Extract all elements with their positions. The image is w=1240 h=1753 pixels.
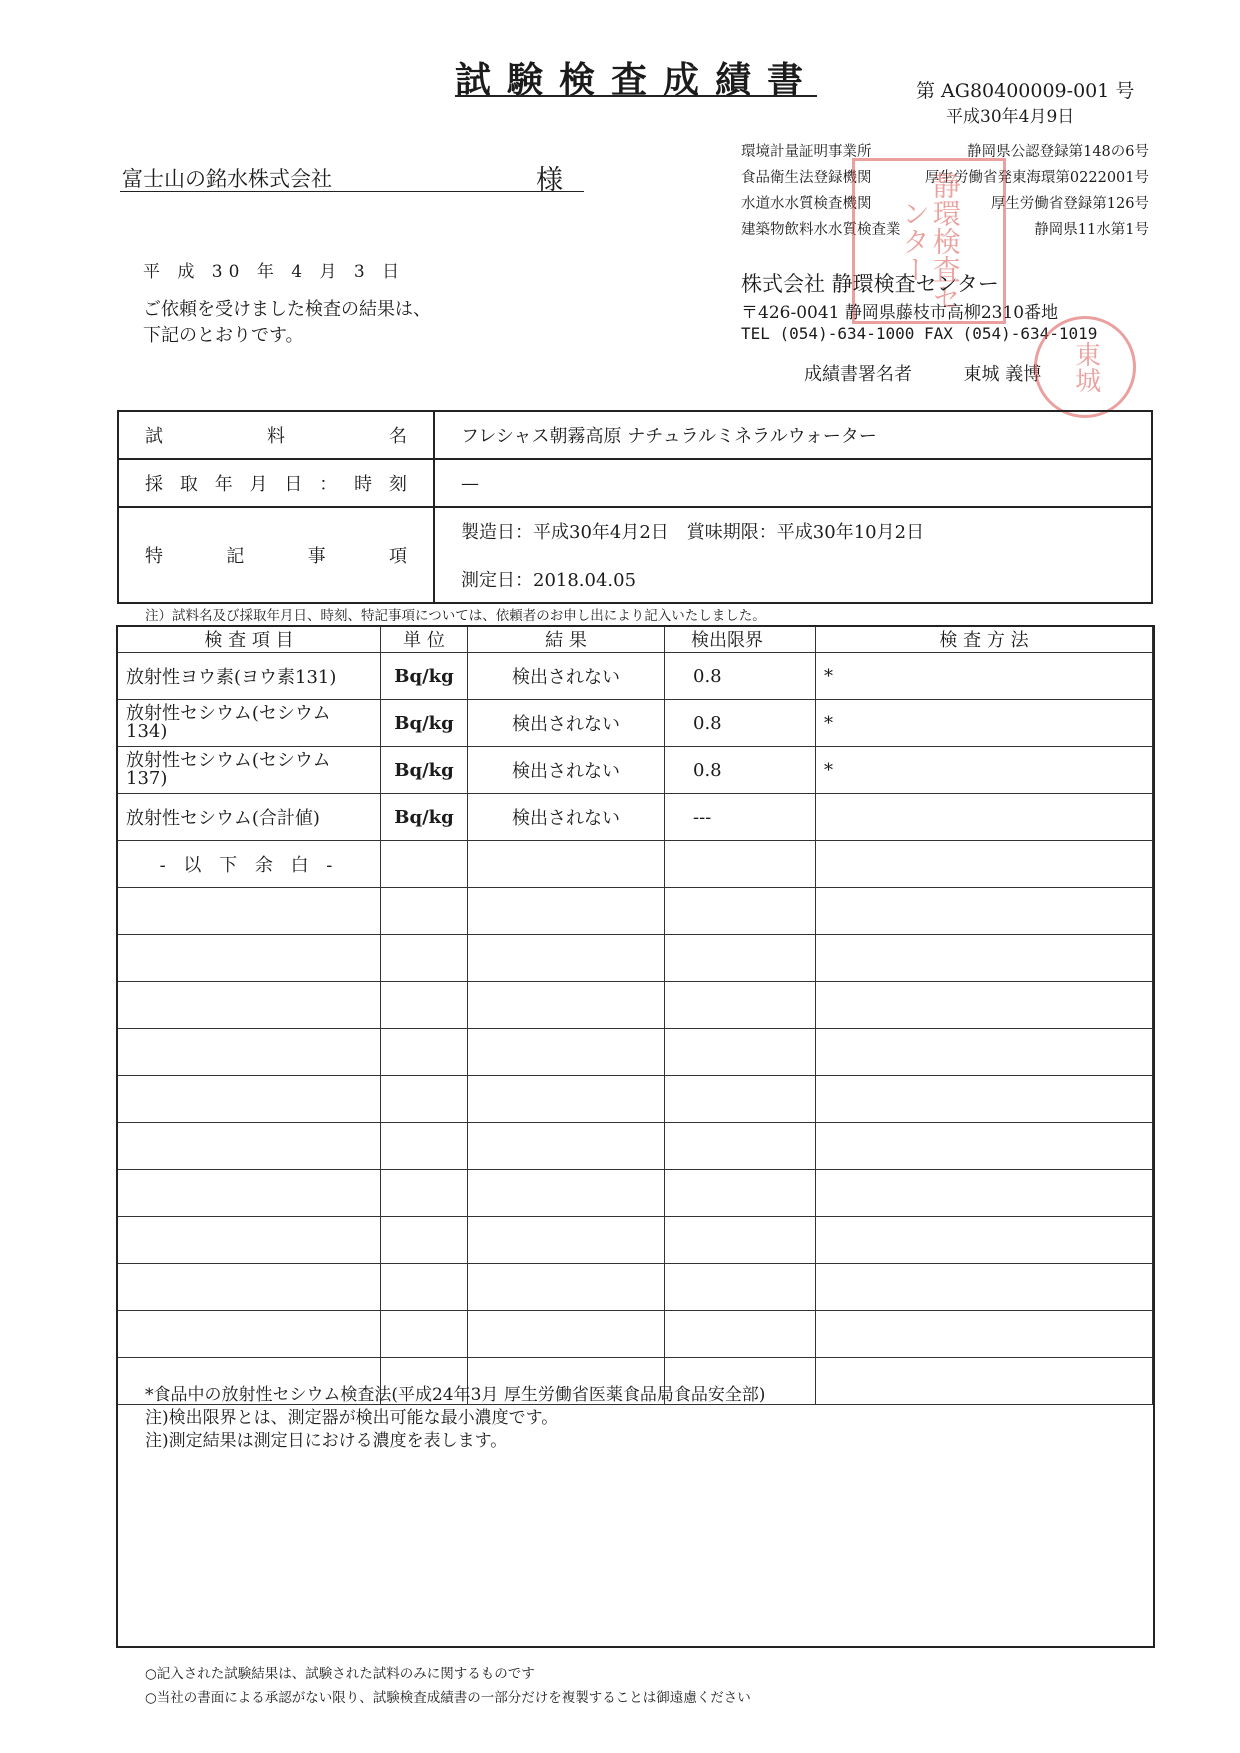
registration-label: 食品衛生法登録機関 [741, 170, 872, 186]
signer-seal-stamp: 東城 [1034, 316, 1136, 418]
result-method: * [816, 747, 1153, 794]
result-method: * [816, 700, 1153, 747]
result-item: 放射性セシウム(セシウム134) [118, 700, 381, 747]
empty-row [118, 1170, 1153, 1217]
issue-date: 平成30年4月9日 [946, 107, 1075, 127]
company-address: 〒426-0041 静岡県藤枝市高柳2310番地 [741, 303, 1059, 323]
signer-line [804, 360, 1041, 386]
table-row [118, 653, 1153, 700]
recipient-underline [120, 191, 584, 192]
result-method: * [816, 653, 1153, 700]
signer-name: 東城 義博 [963, 364, 1042, 385]
collection-label: 採 取 年 月 日 ： 時 刻 [118, 459, 434, 507]
special-notes-label: 特 記 事 項 [118, 507, 434, 603]
result-unit: Bq/kg [381, 747, 468, 794]
header-result: 結 果 [468, 626, 665, 653]
result-item: 放射性ヨウ素(ヨウ素131) [118, 653, 381, 700]
collection-row [118, 459, 1152, 507]
header-limit: 検出限界 [665, 626, 816, 653]
result-value: 検出されない [468, 747, 665, 794]
title-underline [455, 95, 817, 97]
recipient-name: 富士山の銘水株式会社 [122, 167, 332, 191]
sample-info-table [117, 410, 1153, 604]
empty-row [118, 888, 1153, 935]
request-text-line2: 下記のとおりです。 [143, 325, 304, 346]
empty-row [118, 935, 1153, 982]
result-unit: Bq/kg [381, 794, 468, 841]
collection-value: — [434, 459, 1152, 507]
table-row [118, 841, 1153, 888]
footnote-method: *食品中の放射性セシウム検査法(平成24年3月 厚生労働省医薬食品局食品安全部) [145, 1385, 766, 1405]
recipient-honorific: 様 [536, 165, 563, 196]
empty-row [118, 1311, 1153, 1358]
empty-row [118, 1076, 1153, 1123]
result-limit: 0.8 [665, 700, 816, 747]
company-tel-fax: TEL (054)-634-1000 FAX (054)-634-1019 [741, 324, 1098, 343]
result-value: 検出されない [468, 653, 665, 700]
request-date: 平 成 30 年 4 月 3 日 [143, 262, 406, 282]
result-unit: Bq/kg [381, 653, 468, 700]
end-of-entries-marker: - 以 下 余 白 - [118, 841, 381, 888]
table-row [118, 700, 1153, 747]
result-limit: 0.8 [665, 747, 816, 794]
table-row [118, 794, 1153, 841]
header-unit: 単 位 [381, 626, 468, 653]
bottom-note-scope: ○記入された試験結果は、試験された試料のみに関するものです [145, 1666, 535, 1682]
result-limit: 0.8 [665, 653, 816, 700]
registration-label: 水道水水質検査機関 [741, 196, 872, 212]
registration-value: 厚生労働省登録第126号 [990, 196, 1149, 212]
special-notes-row [118, 507, 1152, 603]
empty-row [118, 1264, 1153, 1311]
sample-name-value: フレシャス朝霧高原 ナチュラルミネラルウォーター [434, 411, 1152, 459]
document-number: 第 AG80400009-001 号 [916, 80, 1135, 102]
signer-label: 成績書署名者 [804, 364, 912, 385]
company-name: 株式会社 静環検査センター [741, 272, 999, 296]
empty-row [118, 1029, 1153, 1076]
result-item: 放射性セシウム(セシウム137) [118, 747, 381, 794]
sample-name-row [118, 411, 1152, 459]
empty-row [118, 1217, 1153, 1264]
registration-value: 静岡県11水第1号 [1034, 222, 1149, 238]
request-note: 注）試料名及び採取年月日、時刻、特記事項については、依頼者のお申し出により記入いたしました。 [145, 608, 766, 624]
registration-label: 建築物飲料水水質検査業 [741, 222, 901, 238]
registration-label: 環境計量証明事業所 [741, 144, 872, 160]
header-method: 検 査 方 法 [816, 626, 1153, 653]
special-notes-line1: 製造日：平成30年4月2日 賞味期限：平成30年10月2日 [461, 522, 925, 543]
footnote-limit: 注)検出限界とは、測定器が検出可能な最小濃度です。 [145, 1408, 559, 1428]
result-item: 放射性セシウム(合計値) [118, 794, 381, 841]
empty-row [118, 1123, 1153, 1170]
result-method [816, 794, 1153, 841]
document-title: 試験検査成績書 [455, 59, 820, 101]
footnote-measurement: 注)測定結果は測定日における濃度を表します。 [145, 1431, 508, 1451]
special-notes-line2: 測定日：2018.04.05 [461, 570, 637, 591]
registration-value: 厚生労働省発東海環第0222001号 [924, 170, 1149, 186]
results-header-row [118, 626, 1153, 653]
result-value: 検出されない [468, 794, 665, 841]
request-text-line1: ご依頼を受けました検査の結果は、 [143, 299, 431, 320]
special-notes-value [434, 507, 1152, 603]
company-seal-stamp: 静環検査センター [852, 158, 1006, 324]
bottom-note-copy: ○当社の書面による承認がない限り、試験検査成績書の一部分だけを複製することは御遠慮ください [145, 1690, 751, 1706]
sample-name-label: 試 料 名 [118, 411, 434, 459]
result-unit: Bq/kg [381, 700, 468, 747]
table-row [118, 747, 1153, 794]
header-item: 検 査 項 目 [118, 626, 381, 653]
result-limit: --- [665, 794, 816, 841]
result-value: 検出されない [468, 700, 665, 747]
registration-value: 静岡県公認登録第148の6号 [967, 144, 1149, 160]
empty-row [118, 982, 1153, 1029]
results-table [117, 625, 1153, 1405]
